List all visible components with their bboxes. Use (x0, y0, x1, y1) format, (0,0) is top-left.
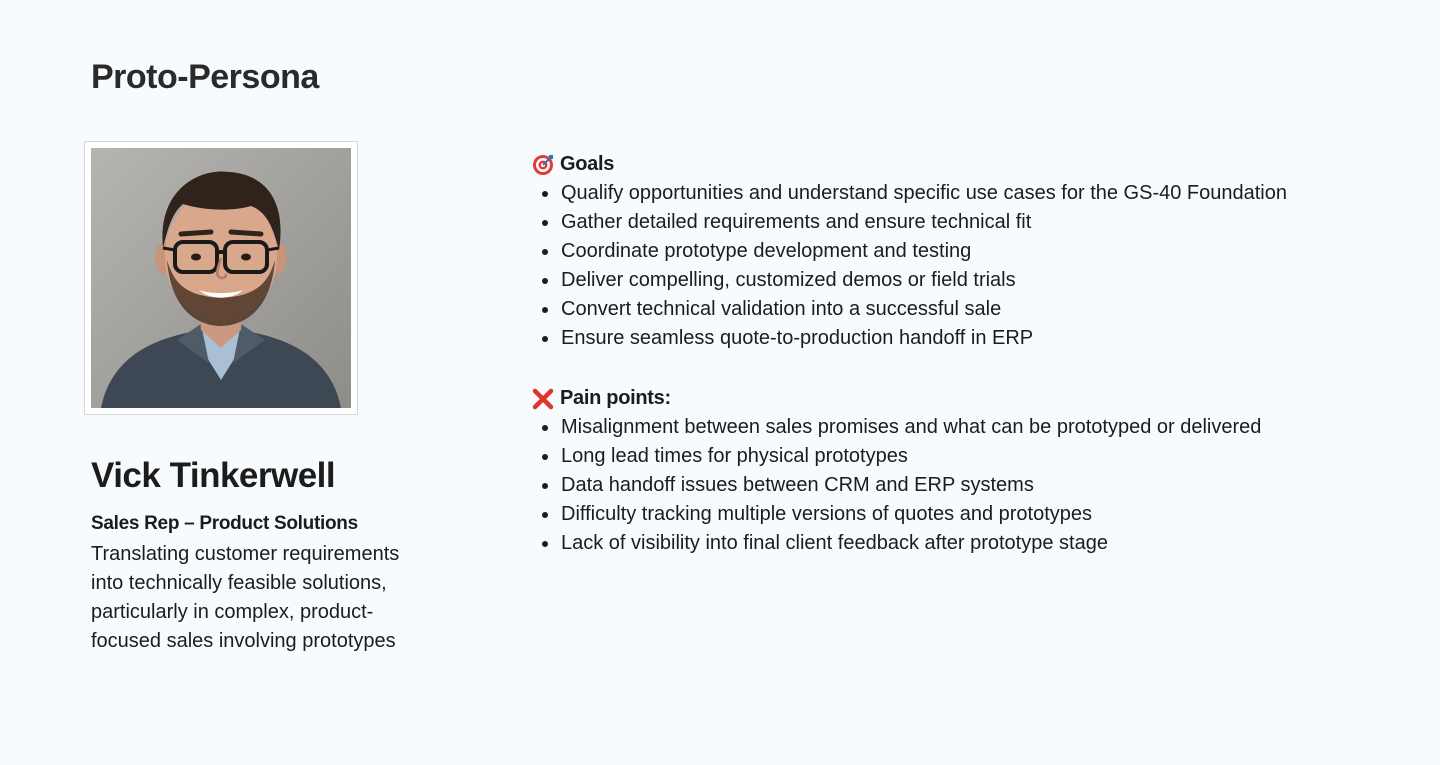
list-item: Ensure seamless quote-to-production handoff in ERP (532, 324, 1392, 353)
cross-mark-icon (532, 388, 554, 410)
list-item: Qualify opportunities and understand specific use cases for the GS-40 Foundation (532, 179, 1392, 208)
list-item: Deliver compelling, customized demos or field trials (532, 266, 1392, 295)
list-item: Lack of visibility into final client feedback after prototype stage (532, 529, 1392, 558)
goals-section (532, 150, 1392, 353)
pain-points-section (532, 384, 1392, 558)
goals-heading (532, 150, 1392, 179)
list-item: Coordinate prototype development and testing (532, 237, 1392, 266)
persona-photo (84, 141, 358, 415)
list-item: Difficulty tracking multiple versions of quotes and prototypes (532, 500, 1392, 529)
list-item: Gather detailed requirements and ensure technical fit (532, 208, 1392, 237)
target-icon (532, 154, 554, 176)
list-item: Long lead times for physical prototypes (532, 442, 1392, 471)
goals-list (532, 179, 1392, 353)
persona-role: Sales Rep – Product Solutions (91, 513, 358, 534)
portrait-photo-icon (91, 148, 351, 408)
pain-points-heading (532, 384, 1392, 413)
list-item: Misalignment between sales promises and what can be prototyped or delivered (532, 413, 1392, 442)
pain-points-list (532, 413, 1392, 558)
pain-points-heading-label: Pain points: (560, 387, 671, 409)
persona-description: Translating customer requirements into technically feasible solutions, particularly in complex, product-focused sales involving prototypes (91, 543, 400, 652)
list-item: Data handoff issues between CRM and ERP systems (532, 471, 1392, 500)
list-item: Convert technical validation into a successful sale (532, 295, 1392, 324)
persona-name: Vick Tinkerwell (91, 456, 336, 495)
page-title: Proto-Persona (91, 58, 319, 96)
goals-heading-label: Goals (560, 153, 615, 175)
